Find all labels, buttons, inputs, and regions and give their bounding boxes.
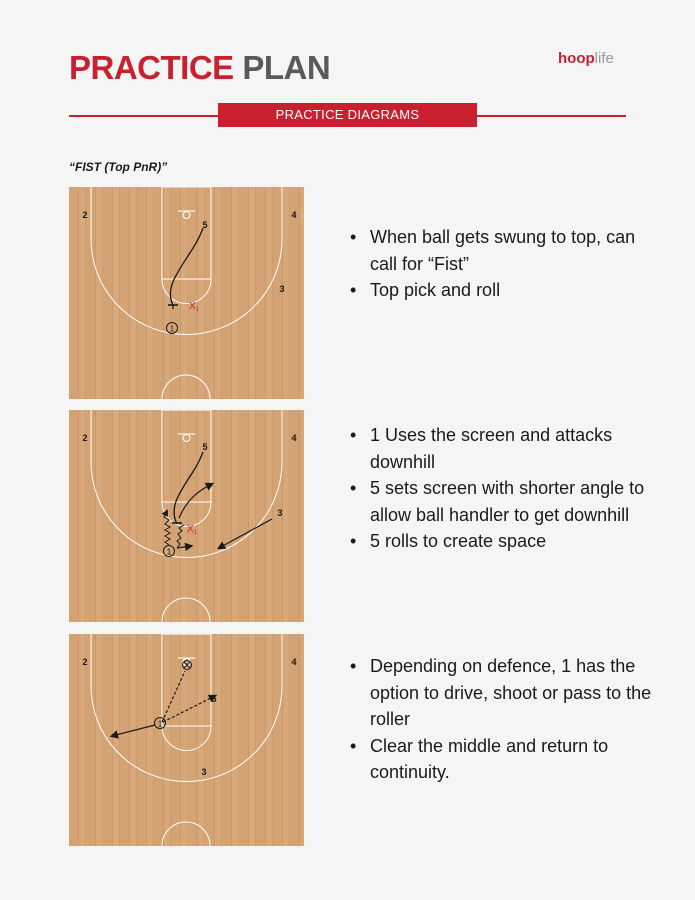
player-2: 2 (82, 657, 88, 667)
screener-path (170, 228, 203, 309)
pass-arrow (177, 546, 191, 548)
list-item: • Clear the middle and return to continuity. (347, 733, 667, 786)
court-diagram-2 (69, 410, 304, 622)
hooplife-logo: hooplife (558, 50, 614, 67)
list-item: • 5 sets screen with shorter angle to allow ball handler to get downhill (347, 475, 667, 528)
pass-to-roller (163, 696, 215, 722)
banner-rule-left (69, 115, 219, 117)
diagram-1-notes (347, 224, 667, 304)
court-diagram-2-drawing (69, 410, 304, 622)
player-5: 5 (211, 694, 217, 704)
play-name: “FIST (Top PnR)” (69, 160, 168, 174)
court-diagram-1 (69, 187, 304, 399)
list-item: • Top pick and roll (347, 277, 667, 304)
dribble-path-right (177, 525, 184, 548)
player-3: 3 (201, 767, 207, 777)
player-3: 3 (279, 284, 285, 294)
title-practice: PRACTICE (69, 49, 234, 86)
banner-rule-right (476, 115, 626, 117)
screener-path (174, 452, 203, 524)
diagram-2-notes (347, 422, 667, 555)
list-item: • Depending on defence, 1 has the option to drive, shoot or pass to the roller (347, 653, 667, 733)
shot-path (162, 671, 185, 722)
paint-lane (162, 187, 211, 279)
defender-x1: $X_1$ (187, 524, 198, 536)
diagram-3-notes (347, 653, 667, 786)
defender-x1: $X_1$ (189, 301, 200, 313)
page-title (69, 50, 330, 86)
title-plan: PLAN (242, 49, 331, 86)
svg-text:1: 1 (157, 719, 163, 729)
roll-path (179, 484, 212, 518)
center-circle (162, 375, 210, 399)
section-banner: PRACTICE DIAGRAMS (218, 103, 477, 127)
svg-text:1: 1 (169, 324, 175, 334)
list-item: • 1 Uses the screen and attacks downhill (347, 422, 667, 475)
court-diagram-3 (69, 634, 304, 846)
list-item: • When ball gets swung to top, can call for “Fist” (347, 224, 667, 277)
player-4: 4 (291, 433, 297, 443)
player-4: 4 (291, 657, 297, 667)
player-3-cut (219, 519, 272, 548)
svg-text:1: 1 (166, 547, 172, 557)
rim (183, 212, 190, 219)
list-item: • 5 rolls to create space (347, 528, 667, 555)
player-5: 5 (202, 442, 208, 452)
player-2: 2 (82, 210, 88, 220)
player-2: 2 (82, 433, 88, 443)
player-4: 4 (291, 210, 297, 220)
court-diagram-3-drawing (69, 634, 304, 846)
player-5: 5 (202, 220, 208, 230)
player-3: 3 (277, 508, 283, 518)
drive-path (112, 725, 155, 736)
court-diagram-1-drawing (69, 187, 304, 399)
